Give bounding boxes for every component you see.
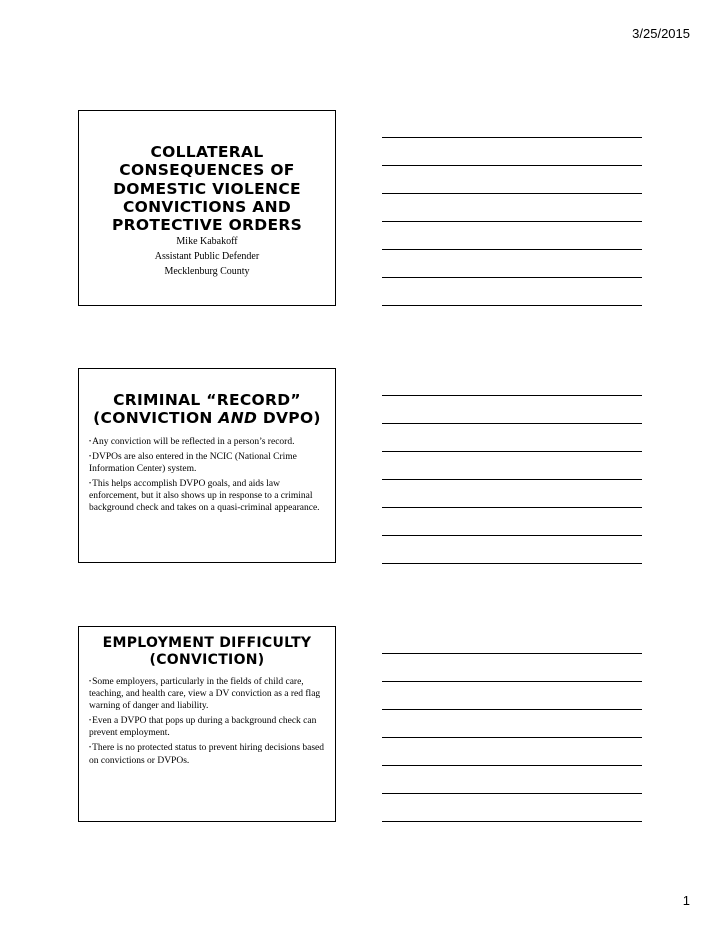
note-line <box>382 249 642 250</box>
note-line <box>382 277 642 278</box>
bullet-icon: • <box>89 718 92 725</box>
bullet-item: •Even a DVPO that pops up during a background check can prevent employment. <box>89 716 317 739</box>
slide-2-title-line2b: DVPO) <box>257 409 321 428</box>
note-line <box>382 563 642 564</box>
bullet-item: •This helps accomplish DVPO goals, and aids law enforcement, but it also shows up in response to a criminal background check and takes on a quasi-criminal appearance. <box>89 479 320 514</box>
note-line <box>382 423 642 424</box>
bullet-item: •Any conviction will be reflected in a person’s record. <box>89 436 295 447</box>
notes-lines-3 <box>382 653 642 849</box>
print-date: 3/25/2015 <box>632 26 690 41</box>
note-line <box>382 535 642 536</box>
bullet-icon: • <box>89 438 92 445</box>
page-number: 1 <box>682 893 690 908</box>
slide-1-title: COLLATERAL CONSEQUENCES OF DOMESTIC VIOLENCE CONVICTIONS AND PROTECTIVE ORDERS <box>111 143 303 235</box>
note-line <box>382 137 642 138</box>
bullet-icon: • <box>89 679 92 686</box>
note-line <box>382 507 642 508</box>
notes-lines-2 <box>382 395 642 591</box>
bullet-icon: • <box>89 480 92 487</box>
slide-thumbnail-2 <box>78 368 336 563</box>
note-line <box>382 305 642 306</box>
note-line <box>382 653 642 654</box>
slide-1-presenter-role: Assistant Public Defender <box>154 251 260 263</box>
notes-lines-1 <box>382 137 642 333</box>
bullet-icon: • <box>89 453 92 460</box>
bullet-icon: • <box>89 745 92 752</box>
slide-2-title-line1: CRIMINAL “RECORD” <box>113 391 301 409</box>
slide-thumbnail-3 <box>78 626 336 822</box>
note-line <box>382 193 642 194</box>
note-line <box>382 793 642 794</box>
note-line <box>382 737 642 738</box>
note-line <box>382 709 642 710</box>
bullet-item: •Some employers, particularly in the fields of child care, teaching, and health care, view a DV conviction as a red flag warning of danger and liability. <box>89 677 321 712</box>
slide-thumbnail-1 <box>78 110 336 306</box>
note-line <box>382 765 642 766</box>
slide-2-title-emphasis: AND <box>218 409 258 428</box>
note-line <box>382 165 642 166</box>
slide-3-title: EMPLOYMENT DIFFICULTY (CONVICTION) <box>102 635 312 668</box>
slide-2-title-line2a: (CONVICTION <box>93 409 219 428</box>
bullet-item: •There is no protected status to prevent hiring decisions based on convictions or DVPOs. <box>89 743 325 766</box>
note-line <box>382 821 642 822</box>
note-line <box>382 221 642 222</box>
slide-1-presenter-name: Mike Kabakoff <box>176 236 238 248</box>
bullet-item: •DVPOs are also entered in the NCIC (National Crime Information Center) system. <box>89 451 297 474</box>
note-line <box>382 681 642 682</box>
note-line <box>382 395 642 396</box>
slide-1-presenter-county: Mecklenburg County <box>164 266 250 278</box>
slide-3-bullet-list <box>89 676 325 767</box>
slide-2-bullet-list <box>89 436 325 515</box>
slide-2-title <box>89 391 325 428</box>
note-line <box>382 479 642 480</box>
note-line <box>382 451 642 452</box>
